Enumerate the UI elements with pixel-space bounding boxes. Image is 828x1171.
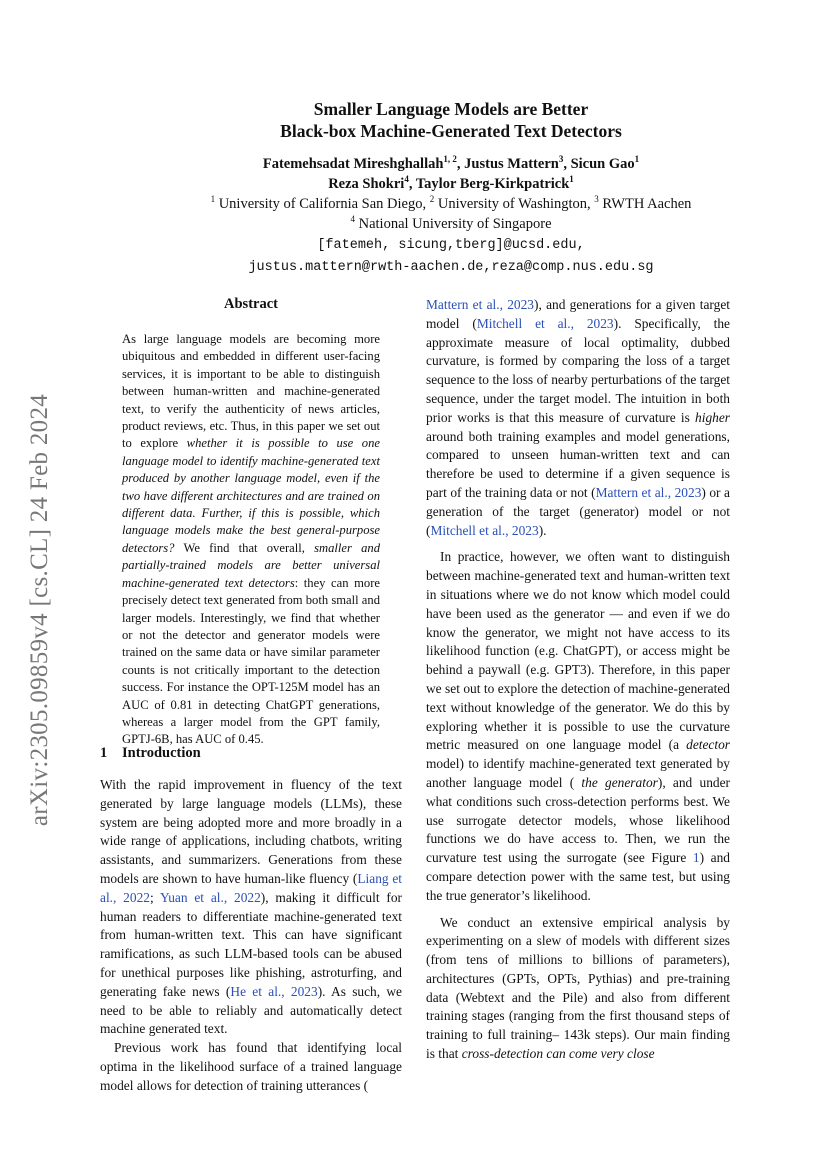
body-emphasis: cross-detection can come very close [461, 1046, 655, 1062]
body-text: ). [538, 522, 547, 538]
affiliation-name: University of California San Diego, [218, 196, 430, 212]
author-separator: , [563, 156, 571, 172]
body-emphasis: higher [695, 409, 730, 425]
abstract-text: As large language models are becoming more ubiquitous and embedded in different user-facing services, it is important to be able to distinguish between human-written and machine-generated text, to verify the authenticity of news articles, product reviews, etc. Thus, in this paper we set out to explore [122, 332, 380, 451]
body-text: around both training examples and model generations, compared to unseen human-written text and can therefore be used to determine if a given sequence is part of the training data or not ( [426, 428, 730, 500]
abstract-heading: Abstract [224, 296, 278, 312]
body-text: Previous work has found that identifying local optima in the likelihood surface of a trained language model allows for detection of training utterances ( [100, 1040, 402, 1093]
affiliation-name: University of Washington, [437, 196, 595, 212]
citation-link[interactable]: He et al., 2023 [230, 983, 318, 999]
author-affiliation-mark: 3 [558, 154, 564, 164]
paper-title [100, 98, 802, 142]
author-name: Justus Mattern [464, 156, 559, 172]
author-line-2 [100, 174, 802, 194]
title-line-1: Smaller Language Models are Better [313, 99, 589, 119]
author-name: Sicun Gao [570, 156, 635, 172]
abstract-emphasis: smaller and partially-trained models are better universal machine-generated text detectors [122, 540, 380, 590]
author-name: Fatemehsadat Mireshghallah [262, 156, 444, 172]
intro-paragraph-4 [426, 914, 730, 1064]
author-separator: , [456, 156, 465, 172]
intro-paragraph-2 [100, 1039, 402, 1095]
left-column-body [100, 776, 402, 1096]
author-list [100, 154, 802, 194]
affiliation-line-2 [100, 214, 802, 234]
author-affiliation-mark: 1 [569, 174, 574, 184]
body-text: In practice, however, we often want to distinguish between machine-generated text and human-written text in situations where we do not know which model could have been used as the generator — and even if we do know the generator, we might not have access to its likelihood function (e.g. ChatGPT), or access might be behind a paywall (e.g. GPT3). Therefore, in this paper we set out to explore the detection of machine-generated text without knowledge of the generator. We do this by exploring whether it is possible to use the curvature metric measured on one language model (a [426, 549, 730, 753]
author-separator: , [408, 176, 416, 192]
author-affiliation-mark: 1 [634, 154, 640, 164]
author-affiliation-mark: 1, 2 [443, 154, 457, 164]
arxiv-identifier-text: arXiv:2305.09859v4 [cs.CL] 24 Feb 2024 [26, 393, 53, 827]
affiliation-mark: 4 [350, 214, 355, 224]
affiliation-line-1 [100, 194, 802, 214]
affiliation-mark: 2 [429, 194, 435, 204]
body-emphasis: detector [686, 737, 730, 753]
email-line-2[interactable]: justus.mattern@rwth-aachen.de,reza@comp.nus.edu.sg [248, 260, 654, 275]
abstract-text: : they can more precisely detect text generated from both small and larger models. Interestingly, we find that whether or not the detector and generator models were trained on the same data or have similar parameter counts is not critically important to the detection success. For instance the OPT-125M model has an AUC of 0.81 in detecting ChatGPT generations, whereas a larger model from the GPT family, GPTJ-6B, has AUC of 0.45. [122, 575, 380, 747]
body-text: ), making it difficult for human readers to differentiate machine-generated text from human-written text. This can have significant ramifications, as such LLM-based tools can be abused for unethical purposes like phishing, astroturfing, and generating fake news ( [100, 889, 402, 999]
body-text: model) to identify machine-generated text generated by another language model ( [426, 756, 730, 790]
arxiv-identifier [20, 370, 60, 850]
body-text: ). Specifically, the approximate measure of local optimality, dubbed curvature, is formed by comparing the loss of a target sequence to the loss of nearby perturbations of the target sequence, under the target model. The intuition in both prior works is that this measure of curvature is [426, 315, 730, 425]
body-text: With the rapid improvement in fluency of the text generated by large language models (LLMs), these system are being adopted more and more broadly in a wide range of applications, including chatbots, writing assistants, and summarizers. Generations from these models are shown to have human-like fluency ( [100, 777, 402, 886]
intro-paragraph-3 [426, 548, 730, 905]
affiliation-mark: 3 [594, 194, 599, 204]
body-text: ) and compare detection power with the same test, but using the true generator’s likelihood. [426, 850, 730, 903]
body-text: ), and generations for a given target model ( [426, 297, 730, 331]
section-title: Introduction [122, 745, 201, 761]
right-column-body [426, 296, 730, 1064]
citation-link[interactable]: Mitchell et al., 2023 [430, 522, 539, 538]
figure-reference-link[interactable]: 1 [692, 850, 700, 866]
author-line-1 [100, 154, 802, 174]
body-text: ). As such, we need to be able to reliably and automatically detect machine generated text. [100, 983, 403, 1037]
abstract-emphasis: whether it is possible to use one language model to identify machine-generated text produced by another language model, even if the two have different architectures and are trained on different data. Further, if this is possible, which language models make the best general-purpose detectors? [122, 436, 380, 555]
author-affiliation-mark: 4 [404, 174, 409, 184]
body-text: ; [149, 889, 161, 905]
author-name: Reza Shokri [328, 176, 405, 192]
body-text: ), and under what conditions such cross-detection performs best. We use surrogate detector models, whose likelihood functions we do have access to. Then, we run the curvature test using the surrogate (see Figure [426, 774, 730, 866]
section-number: 1 [100, 745, 108, 761]
section-heading-introduction [100, 745, 201, 762]
abstract-text: We find that overall, [174, 540, 315, 555]
paper-header [100, 98, 802, 278]
intro-paragraph-1 [100, 776, 402, 1039]
affiliation-name: National University of Singapore [358, 216, 552, 232]
body-text: We conduct an extensive empirical analysis by experimenting on a slew of models with different sizes (from tens of millions to billions of parameters), architectures (GPTs, OPTs, Pythias) and pre-training data (Webtext and the Pile) and also from different training stages (ranging from the first thousand steps of training to full training– 143k steps). Our main finding is that [426, 914, 730, 1062]
abstract-paragraph [122, 331, 380, 749]
affiliation-mark: 1 [210, 194, 216, 204]
email-line-1[interactable]: [fatemeh, sicung,tberg]@ucsd.edu, [317, 238, 585, 253]
citation-link[interactable]: Mitchell et al., 2023 [476, 315, 614, 331]
title-line-2: Black-box Machine-Generated Text Detectors [280, 121, 622, 141]
author-name: Taylor Berg-Kirkpatrick [415, 176, 570, 192]
abstract-body [122, 331, 380, 749]
citation-link[interactable]: Mattern et al., 2023 [426, 297, 534, 312]
citation-link[interactable]: Liang et al., 2022 [100, 870, 402, 905]
body-text: ) or a generation of the target (generator) model or not ( [426, 484, 730, 538]
intro-paragraph-2-continued [426, 296, 730, 540]
citation-link[interactable]: Yuan et al., 2022 [160, 889, 261, 905]
citation-link[interactable]: Mattern et al., 2023 [595, 484, 702, 500]
body-emphasis: the generator [574, 774, 658, 790]
affiliation-name: RWTH Aachen [602, 196, 692, 212]
